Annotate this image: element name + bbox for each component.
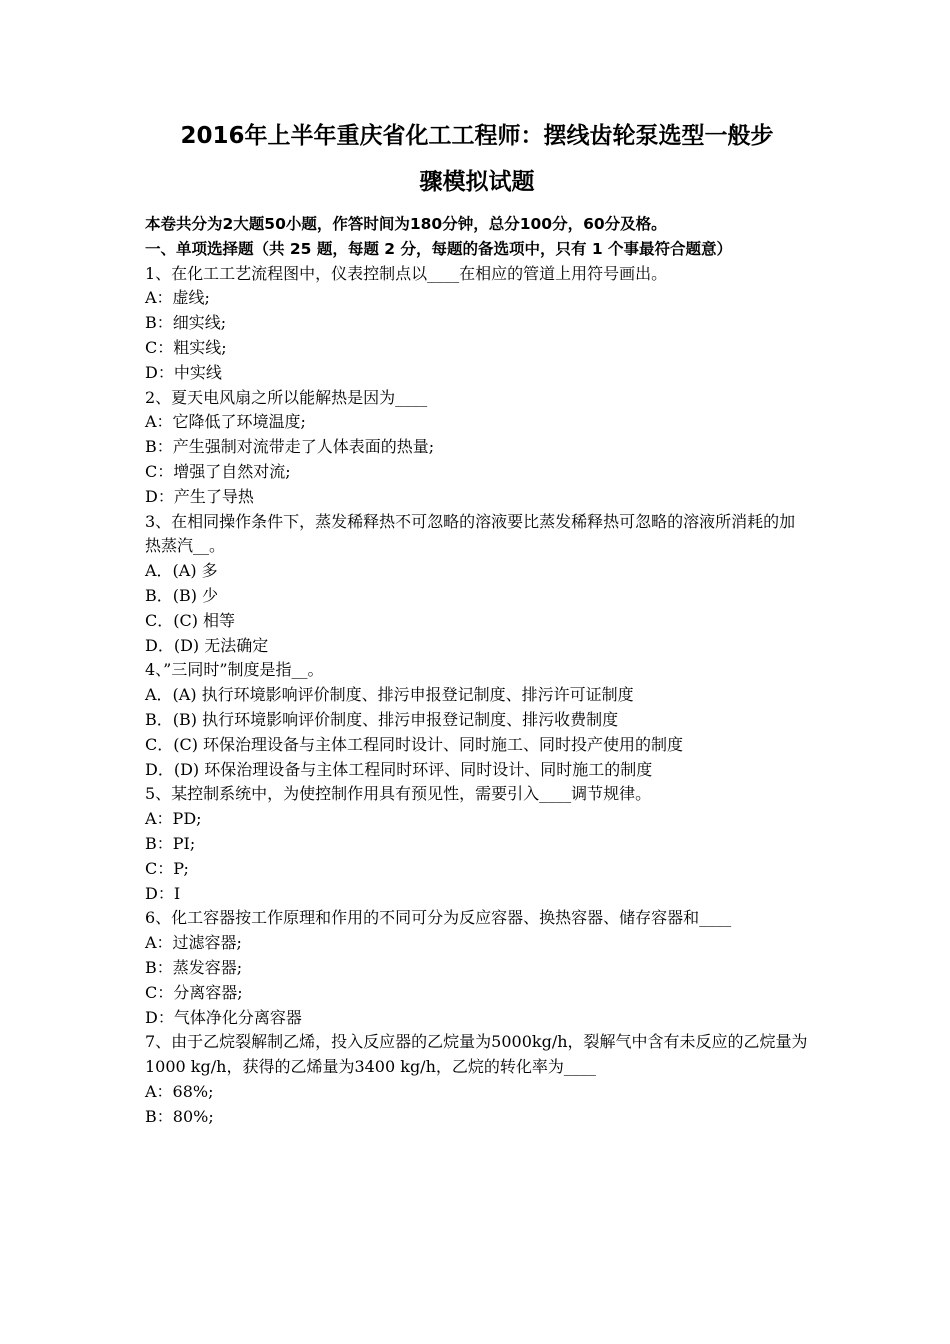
question-stem: 4、”三同时”制度是指__。 [145, 660, 324, 680]
option-d: D．(D) 环保治理设备与主体工程同时环评、同时设计、同时施工的制度 [145, 759, 653, 779]
option-a: A：它降低了环境温度; [145, 412, 306, 432]
option-b: B：PI; [145, 833, 196, 853]
option-d: D．(D) 无法确定 [145, 635, 269, 655]
option-a: A．(A) 执行环境影响评价制度、排污申报登记制度、排污许可证制度 [145, 685, 634, 705]
question-stem: 5、某控制系统中，为使控制作用具有预见性，需要引入____调节规律。 [145, 784, 652, 804]
option-c: C：分离容器; [145, 982, 243, 1002]
option-c: C．(C) 环保治理设备与主体工程同时设计、同时施工、同时投产使用的制度 [145, 734, 684, 754]
question-2 [145, 386, 810, 510]
title-line-1: 2016年上半年重庆省化工工程师：摆线齿轮泵选型一般步 [180, 123, 774, 149]
question-4 [145, 658, 810, 782]
section-heading: 一、单项选择题（共 25 题，每题 2 分，每题的备选项中，只有 1 个事最符合题意） [145, 239, 733, 258]
question-3 [145, 510, 810, 659]
option-c: C：增强了自然对流; [145, 461, 291, 481]
option-b: B：蒸发容器; [145, 957, 243, 977]
question-7 [145, 1030, 810, 1129]
option-b: B．(B) 执行环境影响评价制度、排污申报登记制度、排污收费制度 [145, 709, 619, 729]
question-stem: 3、在相同操作条件下，蒸发稀释热不可忽略的溶液要比蒸发稀释热可忽略的溶液所消耗的加热蒸汽__。 [145, 511, 796, 556]
option-d: D：产生了导热 [145, 486, 254, 506]
option-b: B：细实线; [145, 313, 227, 333]
question-5 [145, 782, 810, 906]
question-stem: 7、由于乙烷裂解制乙烯，投入反应器的乙烷量为5000kg/h，裂解气中含有未反应的乙烷量为1000 kg/h，获得的乙烯量为3400 kg/h，乙烷的转化率为____ [145, 1032, 808, 1077]
option-c: C．(C) 相等 [145, 610, 236, 630]
option-c: C：粗实线; [145, 337, 227, 357]
option-a: A：68%; [145, 1081, 214, 1101]
option-b: B．(B) 少 [145, 585, 219, 605]
option-a: A：过滤容器; [145, 933, 242, 953]
option-a: A：虚线; [145, 288, 210, 308]
question-stem: 6、化工容器按工作原理和作用的不同可分为反应容器、换热容器、储存容器和____ [145, 908, 732, 928]
option-b: B：80%; [145, 1106, 214, 1126]
question-6 [145, 906, 810, 1030]
question-stem: 1、在化工工艺流程图中，仪表控制点以____在相应的管道上用符号画出。 [145, 263, 668, 283]
option-a: A：PD; [145, 809, 202, 829]
option-d: D：中实线 [145, 362, 222, 382]
option-a: A．(A) 多 [145, 561, 218, 581]
option-c: C：P; [145, 858, 189, 878]
option-d: D：I [145, 883, 181, 903]
option-d: D：气体净化分离容器 [145, 1007, 302, 1027]
question-1 [145, 262, 810, 386]
option-b: B：产生强制对流带走了人体表面的热量; [145, 437, 435, 457]
exam-summary: 本卷共分为2大题50小题，作答时间为180分钟，总分100分，60分及格。 [145, 215, 667, 233]
document-title [139, 112, 815, 204]
title-line-2: 骤模拟试题 [419, 169, 535, 195]
question-stem: 2、夏天电风扇之所以能解热是因为____ [145, 387, 428, 407]
